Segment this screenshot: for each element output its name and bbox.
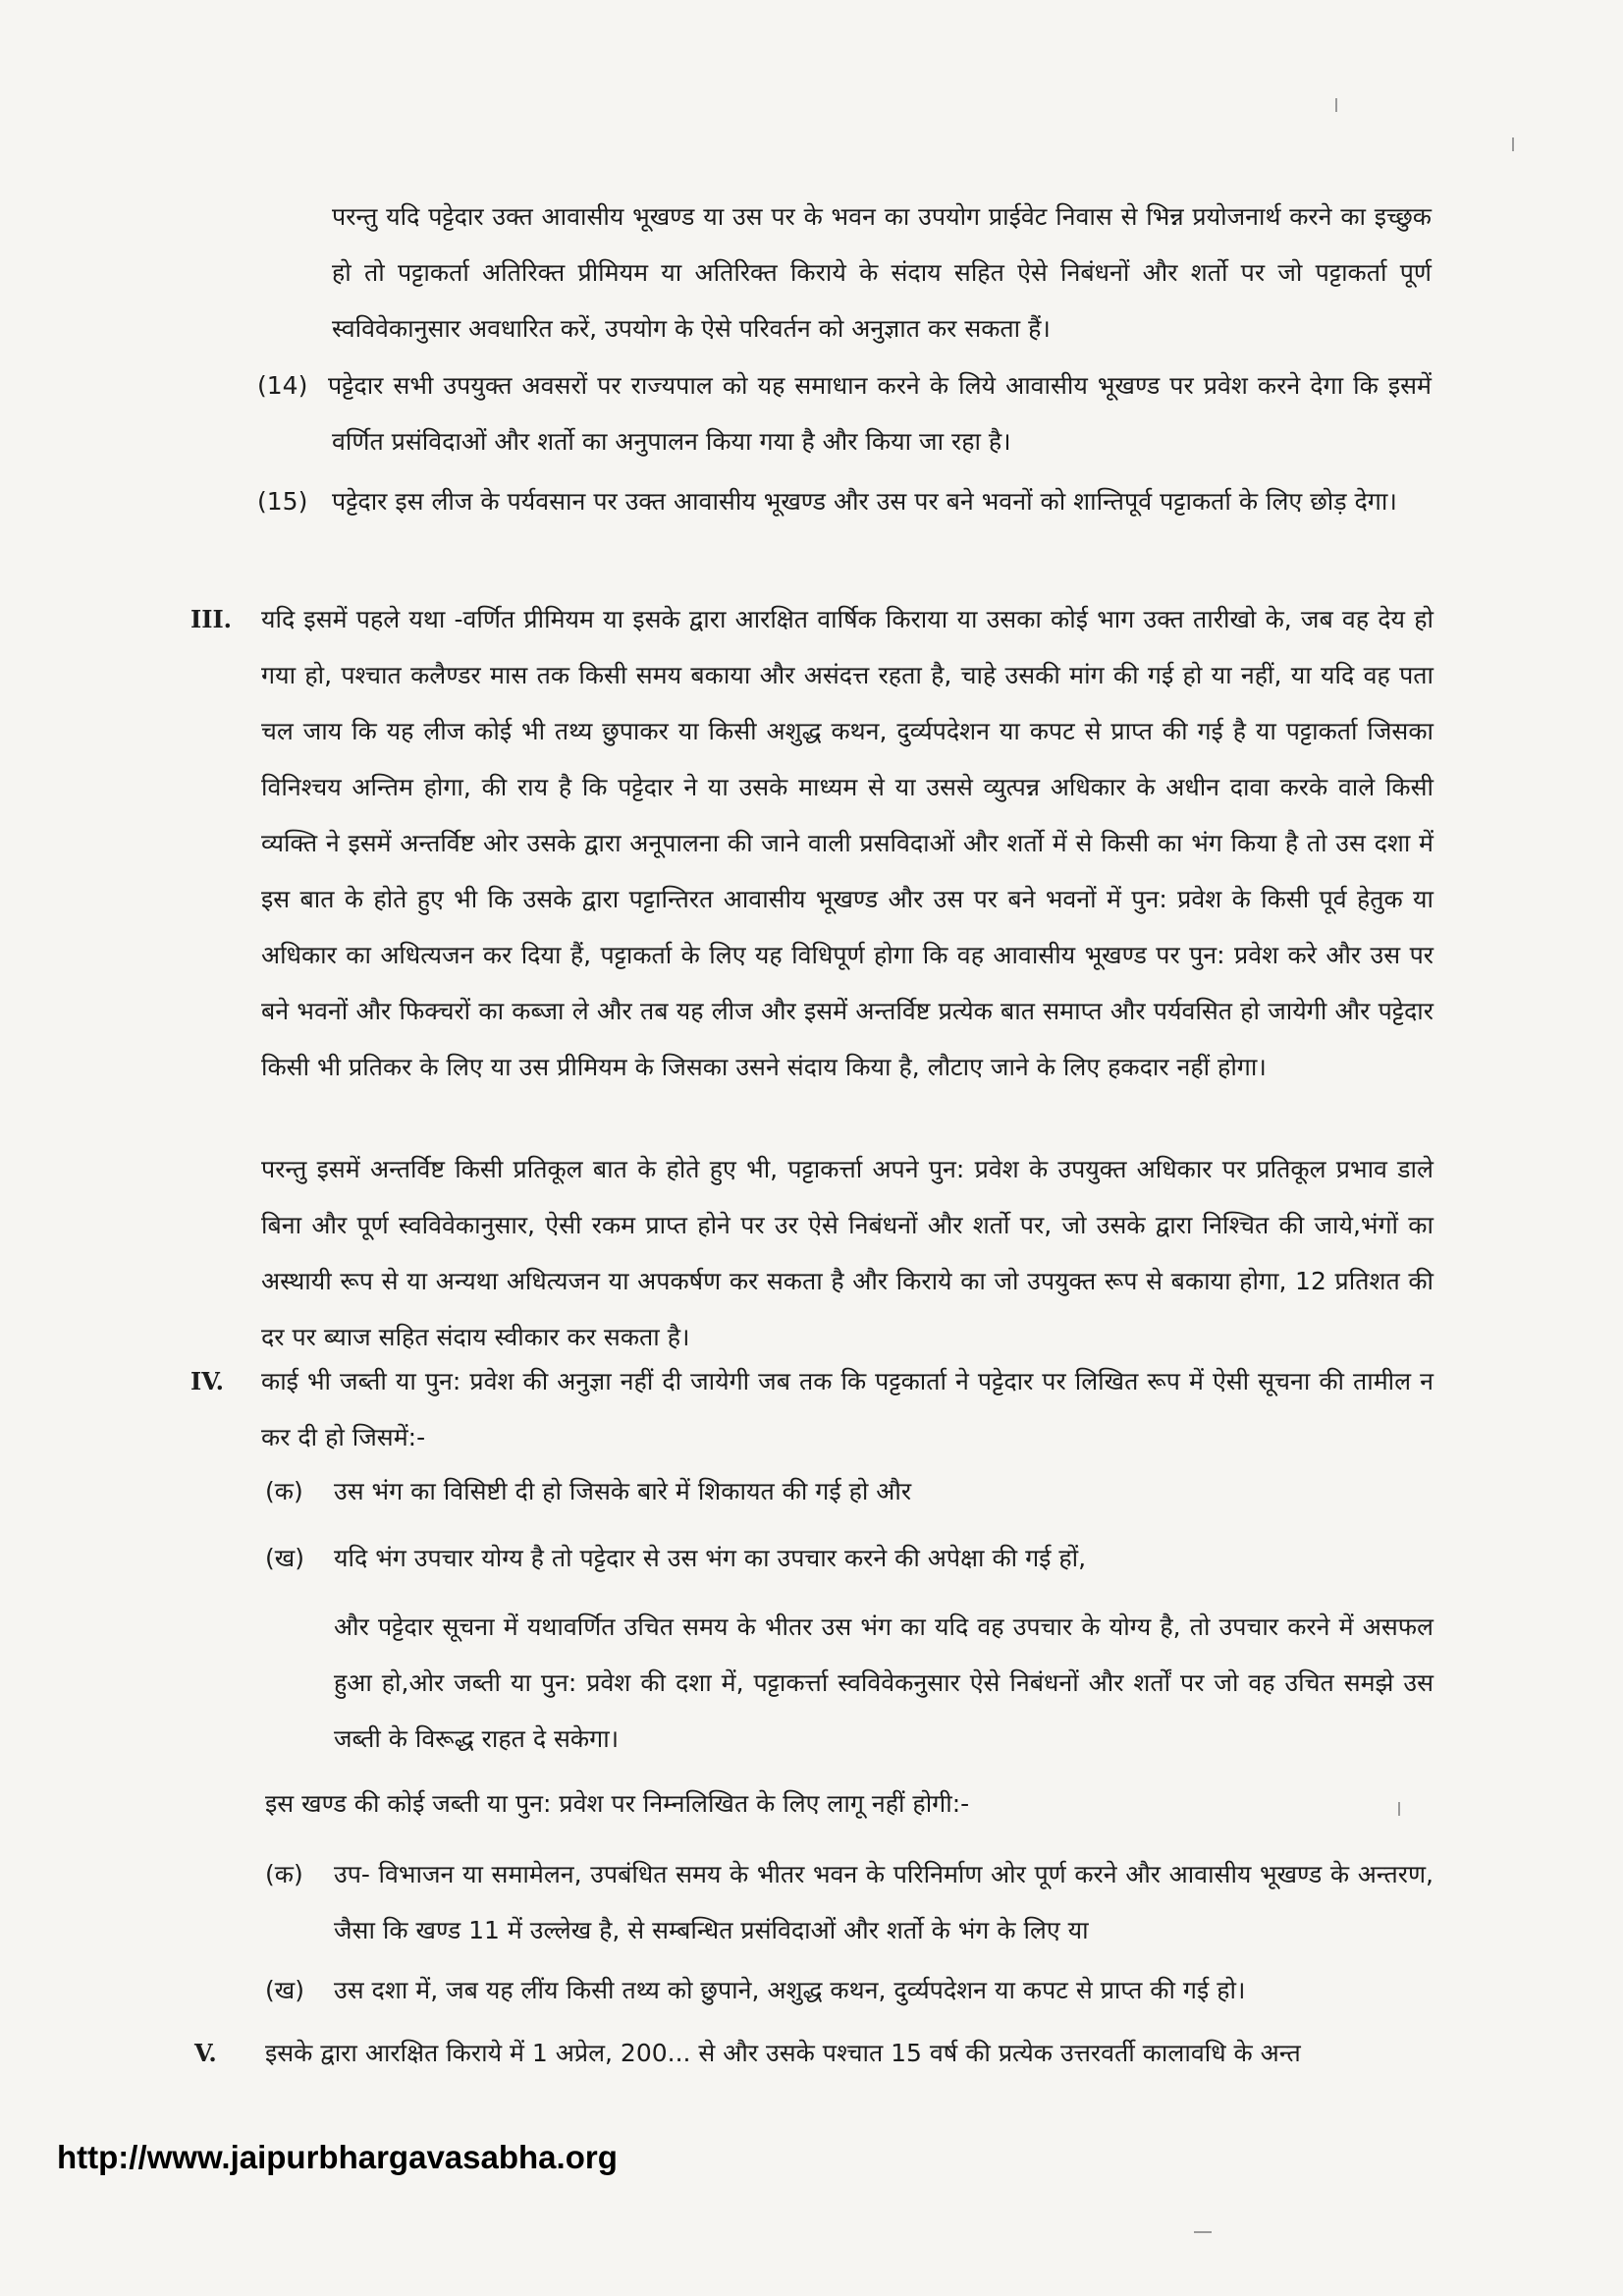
section-4-kha2-label: (ख) bbox=[265, 1976, 304, 2004]
item-14-label: (14) bbox=[257, 371, 308, 400]
section-4-ka-label: (क) bbox=[265, 1477, 303, 1505]
section-3-text: यदि इसमें पहले यथा -वर्णित प्रीमियम या इसके द्वारा आरक्षित वार्षिक किराया या उसका कोई भाग उक्त तारीखो के, जब वह देय हो गया हो, पश्चात कलैण्डर मास तक किसी समय बकाया और असंदत्त रहता है, चाहे उसकी मांग की गई हो या नहीं, या यदि वह पता चल जाय कि यह लीज कोई भी तथ्य छुपाकर या किसी अशुद्ध कथन, दुर्व्यपदेशन या कपट से प्राप्त की गई है या पट्टाकर्ता जिसका विनिश्चय अन्तिम होगा, की राय है कि पट्टेदार ने या उसके माध्यम से या उससे व्युत्पन्न अधिकार के अधीन दावा करके वाले किसी व्यक्ति ने इसमें अन्तर्विष्ट ओर उसके द्वारा अनूपालना की जाने वाली प्रसविदाओं और शर्तो में से किसी का भंग किया है तो उस दशा में इस बात के होते हुए भी कि उसके द्वारा पट्टान्तिरत आवासीय भूखण्ड और उस पर बने भवनों में पुन: प्रवेश के किसी पूर्व हेतुक या अधिकार का अधित्यजन कर दिया हैं, पट्टाकर्ता के लिए यह विधिपूर्ण होगा कि वह आवासीय भूखण्ड पर पुन: प्रवेश करे और उस पर बने भवनों और फिक्चरों का कब्जा ले और तब यह लीज और इसमें अन्तर्विष्ट प्रत्येक बात समाप्त और पर्यवसित हो जायेगी और पट्टेदार किसी भी प्रतिकर के लिए या उस प्रीमियम के जिसका उसने संदाय किया है, लौटाए जाने के लिए हकदार नहीं होगा। bbox=[261, 605, 1434, 1081]
section-3-number: III. bbox=[190, 605, 233, 633]
section-4-ka2-text: उप- विभाजन या समामेलन, उपबंधित समय के भीतर भवन के परिनिर्माण ओर पूर्ण करने और आवासीय भूखण्ड के अन्तरण, जैसा कि खण्ड 11 में उल्लेख है, से सम्बन्धित प्रसंविदाओं और शर्तो के भंग के लिए या bbox=[334, 1860, 1434, 1944]
scan-mark-top bbox=[1335, 98, 1337, 112]
section-4-text: काई भी जब्ती या पुन: प्रवेश की अनुज्ञा नहीं दी जायेगी जब तक कि पट्टकार्ता ने पट्टेदार पर लिखित रूप में ऐसी सूचना की तामील न कर दी हो जिसमें:- bbox=[261, 1367, 1434, 1451]
proviso-paragraph: परन्तु यदि पट्टेदार उक्त आवासीय भूखण्ड या उस पर के भवन का उपयोग प्राईवेट निवास से भिन्न प्रयोजनार्थ करने का इच्छुक हो तो पट्टाकर्ता अतिरिक्त प्रीमियम या अतिरिक्त किराये के संदाय सहित ऐसे निबंधनों और शर्तो पर जो पट्टाकर्ता पूर्ण स्वविवेकानुसार अवधारित करें, उपयोग के ऐसे परिवर्तन को अनुज्ञात कर सकता हैं। bbox=[332, 202, 1432, 343]
section-4-kha-text: यदि भंग उपचार योग्य है तो पट्टेदार से उस भंग का उपचार करने की अपेक्षा की गई हों, bbox=[334, 1544, 1087, 1572]
item-15-text: पट्टेदार इस लीज के पर्यवसान पर उक्त आवासीय भूखण्ड और उस पर बने भवनों को शान्तिपूर्व पट्टाकर्ता के लिए छोड़ देगा। bbox=[332, 487, 1397, 516]
footer-url[interactable]: http://www.jaipurbhargavasabha.org bbox=[57, 2139, 618, 2175]
section-4-ka-text: उस भंग का विसिष्टी दी हो जिसके बारे में शिकायत की गई हो और bbox=[334, 1477, 912, 1505]
section-5-number: V. bbox=[194, 2039, 217, 2067]
section-4-number: IV. bbox=[190, 1367, 225, 1395]
item-15-label: (15) bbox=[257, 487, 308, 516]
scan-mark-right bbox=[1512, 137, 1514, 151]
section-4-kha-label: (ख) bbox=[265, 1544, 304, 1572]
section-3-proviso: परन्तु इसमें अन्तर्विष्ट किसी प्रतिकूल बात के होते हुए भी, पट्टाकर्त्ता अपने पुन: प्रवेश के उपयुक्त अधिकार पर प्रतिकूल प्रभाव डाले बिना और पूर्ण स्वविवेकानुसार, ऐसी रकम प्राप्त होने पर उर ऐसे निबंधनों और शर्तो पर, जो उसके द्वारा निश्चित की जाये,भंगों का अस्थायी रूप से या अन्यथा अधित्यजन या अपकर्षण कर सकता है और किराये का जो उपयुक्त रूप से बकाया होगा, 12 प्रतिशत की दर पर ब्याज सहित संदाय स्वीकार कर सकता है। bbox=[261, 1155, 1434, 1351]
scan-mark-margin bbox=[1398, 1802, 1400, 1816]
section-4-not-apply: इस खण्ड की कोई जब्ती या पुन: प्रवेश पर निम्नलिखित के लिए लागू नहीं होगी:- bbox=[265, 1789, 970, 1818]
section-4-kha2-text: उस दशा में, जब यह लींय किसी तथ्य को छुपाने, अशुद्ध कथन, दुर्व्यपदेशन या कपट से प्राप्त की गई हो। bbox=[334, 1976, 1246, 2004]
section-5-text: इसके द्वारा आरक्षित किराये में 1 अप्रेल, 200... से और उसके पश्चात 15 वर्ष की प्रत्येक उत्तरवर्ती कालावधि के अन्त bbox=[265, 2039, 1301, 2067]
section-4-ka2-label: (क) bbox=[265, 1860, 303, 1888]
section-4-follow-text: और पट्टेदार सूचना में यथावर्णित उचित समय के भीतर उस भंग का यदि वह उपचार के योग्य है, तो उपचार करने में असफल हुआ हो,ओर जब्ती या पुन: प्रवेश की दशा में, पट्टाकर्त्ता स्वविवेकनुसार ऐसे निबंधनों और शर्तों पर जो वह उचित समझे उस जब्ती के विरूद्ध राहत दे सकेगा। bbox=[334, 1613, 1434, 1753]
scan-mark-bottom bbox=[1194, 2231, 1212, 2233]
item-14-text: पट्टेदार सभी उपयुक्त अवसरों पर राज्यपाल को यह समाधान करने के लिये आवासीय भूखण्ड पर प्रवेश करने देगा कि इसमें वर्णित प्रसंविदाओं और शर्तो का अनुपालन किया गया है और किया जा रहा है। bbox=[328, 371, 1432, 456]
